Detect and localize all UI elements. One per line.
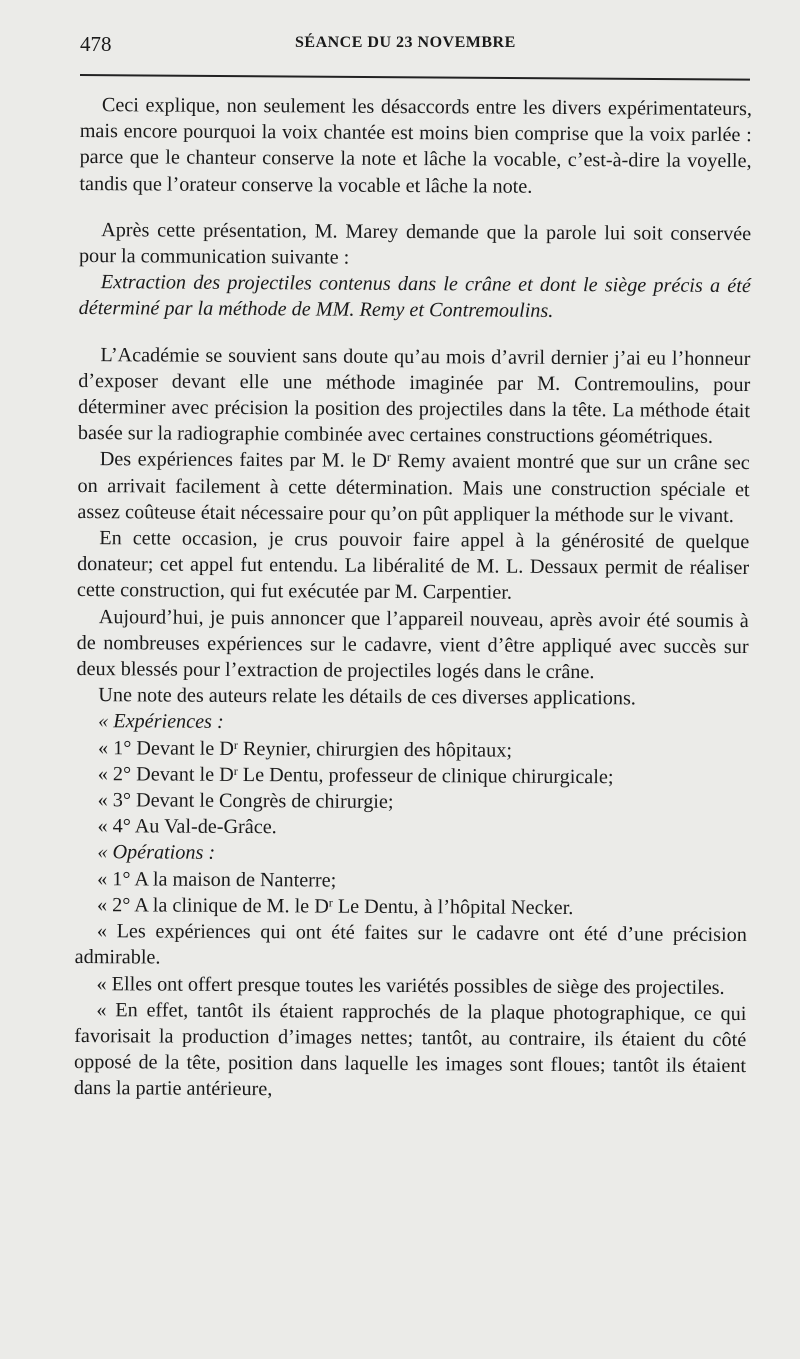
paragraph: Ceci explique, non seulement les désaccords entre les divers expérimentateurs, mais encore pourquoi la voix chantée est moins bien comprise que la voix parlée : parce que le chanteur conserve la note et lâche la vocable, c’est-à-dire la voyelle, tandis que l’orateur conserve la vocable et lâche la note. — [79, 94, 752, 198]
paragraph: « En effet, tantôt ils étaient rapprochés de la plaque photographique, ce qui favorisait la production d’images nettes; tantôt, au contraire, ils étaient du côté opposé de la tête, position dans laquelle les images sont floues; tantôt ils étaient dans la partie antérieure, — [73, 998, 747, 1101]
paragraph: Aujourd’hui, je puis annoncer que l’appareil nouveau, après avoir été soumis à de nombreuses expériences sur le cadavre, vient d’être appliqué avec succès sur deux blessés pour l’extraction de projectiles logés dans le crâne. — [76, 605, 749, 684]
paragraph: Une note des auteurs relate les détails de ces diverses applications. — [98, 684, 636, 710]
body-text — [74, 92, 752, 1106]
list-heading: « Expériences : — [98, 710, 224, 734]
page-header — [80, 28, 760, 60]
communication-title: Extraction des projectiles contenus dans le crâne et dont le siège précis a été déterminé par la méthode de MM. Remy et Contremoulins. — [78, 271, 751, 323]
running-title: SÉANCE DU 23 NOVEMBRE — [295, 34, 516, 51]
list-item: « 2° A la clinique de M. le $D^r$ Le Dentu, à l’hôpital Necker. — [96, 894, 574, 919]
paragraph: En cette occasion, je crus pouvoir faire appel à la générosité de quelque donateur; cet appel fut entendu. La libéralité de M. L. Dessaux permit de réaliser cette construction, qui fut exécutée par M. Carpentier. — [76, 527, 750, 605]
list-item: « 4° Au Val-de-Grâce. — [97, 815, 277, 839]
paragraph: L’Académie se souvient sans doute qu’au mois d’avril dernier j’ai eu l’honneur d’exposer devant elle une méthode imaginée par M. Contremoulins, pour déterminer avec précision la position des projectiles dans la tête. La méthode était basée sur la radiographie combinée avec certaines constructions géométriques. — [77, 343, 751, 449]
header-rule — [80, 74, 750, 81]
paragraph: « Les expériences qui ont été faites sur le cadavre ont été d’une précision admirable. — [74, 920, 747, 969]
page-number: 478 — [80, 32, 112, 56]
paragraph: Des expériences faites par M. le $D^r$ Remy avaient montré que sur un crâne sec on arrivait facilement à cette détermination. Mais une construction spéciale et assez coûteuse était nécessaire pour qu’on pût appliquer la méthode sur le vivant. — [77, 448, 750, 527]
list-item: « 2° Devant le $D^r$ Le Dentu, professeur de clinique chirurgicale; — [97, 762, 614, 789]
list-item: « 1° A la maison de Nanterre; — [97, 867, 337, 892]
paragraph: « Elles ont offert presque toutes les variétés possibles de siège des projectiles. — [96, 972, 725, 999]
paragraph: Après cette présentation, M. Marey demande que la parole lui soit conservée pour la communication suivante : — [78, 218, 752, 269]
list-item: « 1° Devant le $D^r$ Reynier, chirurgien des hôpitaux; — [97, 736, 513, 762]
list-heading: « Opérations : — [97, 841, 216, 865]
list-item: « 3° Devant le Congrès de chirurgie; — [97, 789, 394, 814]
